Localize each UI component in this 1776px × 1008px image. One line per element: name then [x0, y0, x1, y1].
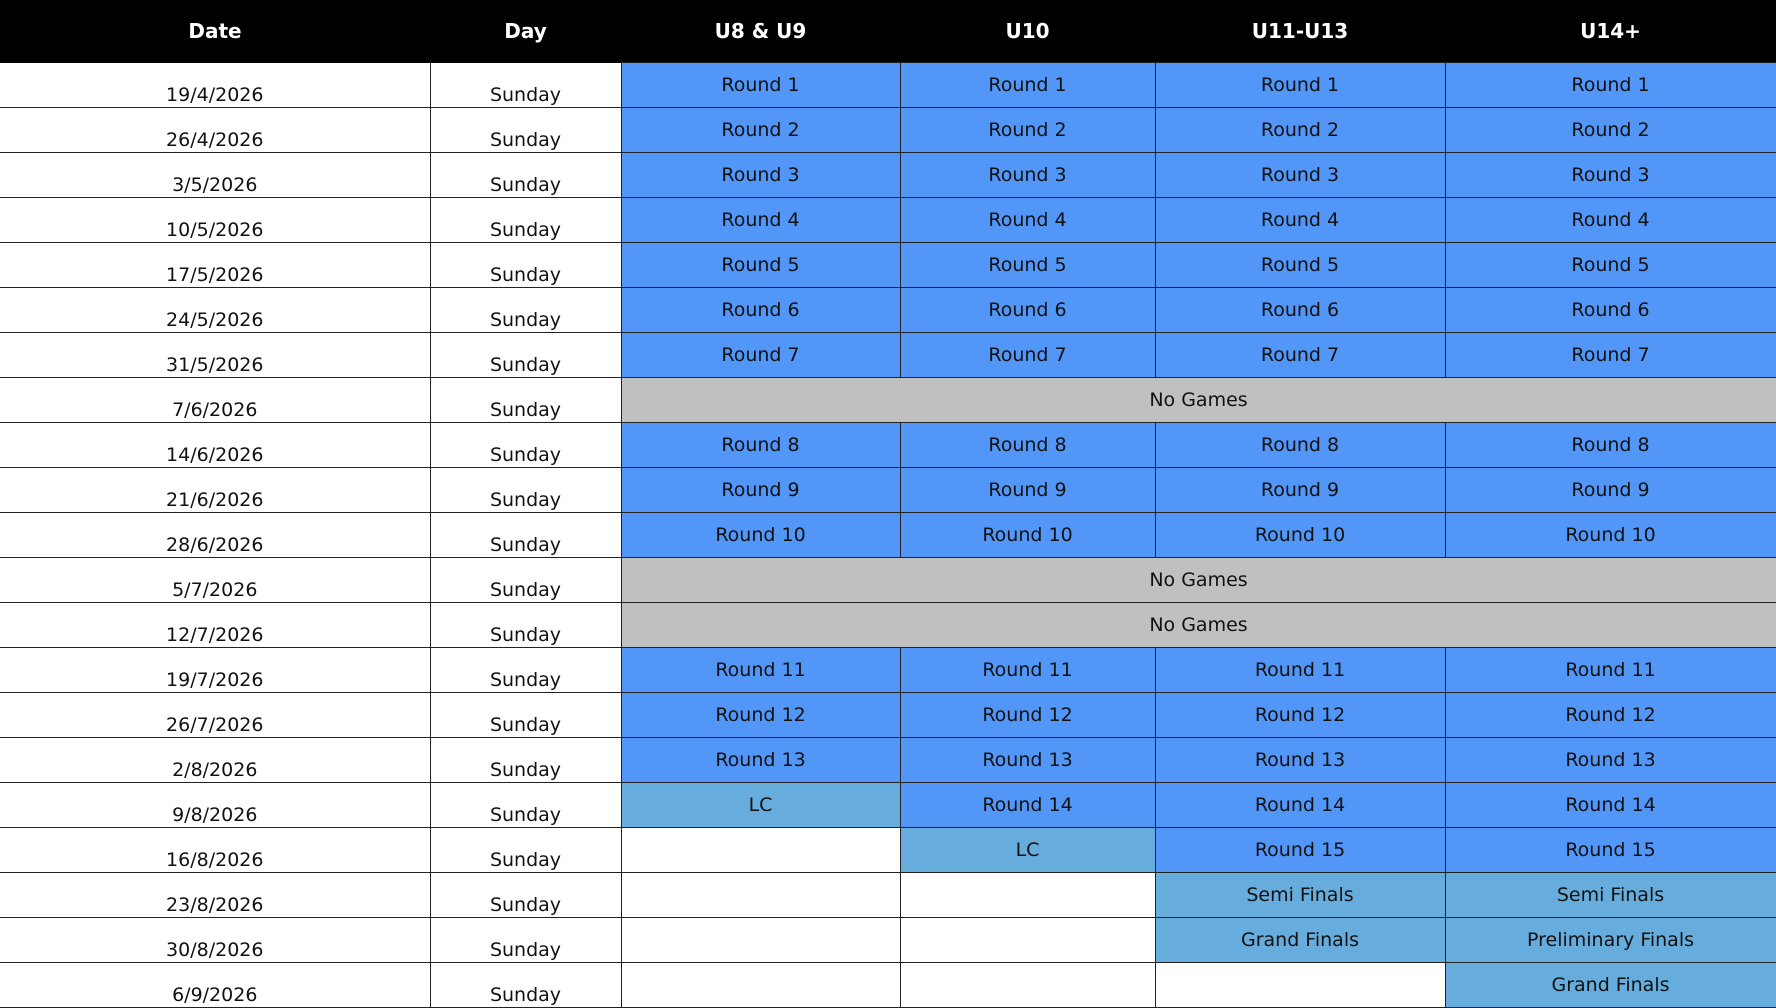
- empty-cell: [1155, 962, 1445, 1007]
- round-cell: Round 4: [1445, 197, 1776, 242]
- date-cell: 2/8/2026: [0, 737, 430, 782]
- round-cell: Round 13: [1155, 737, 1445, 782]
- empty-cell: [900, 962, 1155, 1007]
- day-cell: Sunday: [430, 827, 621, 872]
- date-cell: 12/7/2026: [0, 602, 430, 647]
- round-cell: Round 5: [1155, 242, 1445, 287]
- day-cell: Sunday: [430, 962, 621, 1007]
- table-row: [0, 917, 1776, 962]
- day-cell: Sunday: [430, 917, 621, 962]
- round-cell: Round 1: [621, 63, 900, 108]
- round-cell: Round 9: [1445, 467, 1776, 512]
- day-cell: Sunday: [430, 332, 621, 377]
- date-cell: 26/7/2026: [0, 692, 430, 737]
- date-cell: 21/6/2026: [0, 467, 430, 512]
- round-cell: Round 9: [1155, 467, 1445, 512]
- empty-cell: [900, 917, 1155, 962]
- column-header-date: Date: [0, 0, 430, 63]
- round-cell: Round 5: [900, 242, 1155, 287]
- day-cell: Sunday: [430, 107, 621, 152]
- date-cell: 24/5/2026: [0, 287, 430, 332]
- day-cell: Sunday: [430, 467, 621, 512]
- day-cell: Sunday: [430, 422, 621, 467]
- round-cell: Round 6: [1155, 287, 1445, 332]
- round-cell: Round 8: [1155, 422, 1445, 467]
- round-cell: Round 9: [621, 467, 900, 512]
- day-cell: Sunday: [430, 737, 621, 782]
- round-cell: Round 12: [621, 692, 900, 737]
- empty-cell: [621, 827, 900, 872]
- round-cell: Round 6: [900, 287, 1155, 332]
- round-cell: Round 11: [1155, 647, 1445, 692]
- date-cell: 19/4/2026: [0, 63, 430, 108]
- round-cell: Round 10: [621, 512, 900, 557]
- round-cell: Round 2: [900, 107, 1155, 152]
- column-header-u10: U10: [900, 0, 1155, 63]
- round-cell: Round 9: [900, 467, 1155, 512]
- round-cell: Round 2: [621, 107, 900, 152]
- table-row: [0, 512, 1776, 557]
- header-row: [0, 0, 1776, 63]
- empty-cell: [621, 962, 900, 1007]
- round-cell: Round 1: [1155, 63, 1445, 108]
- table-row: [0, 557, 1776, 602]
- day-cell: Sunday: [430, 872, 621, 917]
- table-row: [0, 63, 1776, 108]
- round-cell: Round 2: [1155, 107, 1445, 152]
- round-cell: Round 7: [1445, 332, 1776, 377]
- round-cell: Round 11: [621, 647, 900, 692]
- finals-cell: LC: [621, 782, 900, 827]
- round-cell: Round 3: [621, 152, 900, 197]
- round-cell: Round 14: [1445, 782, 1776, 827]
- round-cell: Round 8: [900, 422, 1155, 467]
- date-cell: 10/5/2026: [0, 197, 430, 242]
- table-row: [0, 152, 1776, 197]
- finals-cell: Grand Finals: [1445, 962, 1776, 1007]
- schedule-body: [0, 63, 1776, 1008]
- date-cell: 6/9/2026: [0, 962, 430, 1007]
- round-cell: Round 2: [1445, 107, 1776, 152]
- date-cell: 19/7/2026: [0, 647, 430, 692]
- table-row: [0, 782, 1776, 827]
- day-cell: Sunday: [430, 512, 621, 557]
- table-row: [0, 422, 1776, 467]
- table-row: [0, 242, 1776, 287]
- table-row: [0, 197, 1776, 242]
- round-cell: Round 10: [1445, 512, 1776, 557]
- date-cell: 17/5/2026: [0, 242, 430, 287]
- date-cell: 16/8/2026: [0, 827, 430, 872]
- round-cell: Round 4: [621, 197, 900, 242]
- round-cell: Round 5: [621, 242, 900, 287]
- round-cell: Round 3: [1155, 152, 1445, 197]
- column-header-u8-u9: U8 & U9: [621, 0, 900, 63]
- date-cell: 28/6/2026: [0, 512, 430, 557]
- round-cell: Round 4: [900, 197, 1155, 242]
- finals-cell: Semi Finals: [1445, 872, 1776, 917]
- table-row: [0, 107, 1776, 152]
- column-header-day: Day: [430, 0, 621, 63]
- table-row: [0, 332, 1776, 377]
- day-cell: Sunday: [430, 197, 621, 242]
- date-cell: 23/8/2026: [0, 872, 430, 917]
- day-cell: Sunday: [430, 63, 621, 108]
- empty-cell: [621, 917, 900, 962]
- date-cell: 14/6/2026: [0, 422, 430, 467]
- round-cell: Round 13: [900, 737, 1155, 782]
- day-cell: Sunday: [430, 692, 621, 737]
- date-cell: 31/5/2026: [0, 332, 430, 377]
- date-cell: 7/6/2026: [0, 377, 430, 422]
- round-cell: Round 13: [621, 737, 900, 782]
- round-cell: Round 3: [900, 152, 1155, 197]
- finals-cell: Semi Finals: [1155, 872, 1445, 917]
- day-cell: Sunday: [430, 602, 621, 647]
- round-cell: Round 1: [900, 63, 1155, 108]
- table-row: [0, 602, 1776, 647]
- round-cell: Round 3: [1445, 152, 1776, 197]
- table-row: [0, 692, 1776, 737]
- round-cell: Round 11: [900, 647, 1155, 692]
- round-cell: Round 8: [1445, 422, 1776, 467]
- round-cell: Round 12: [1155, 692, 1445, 737]
- round-cell: Round 12: [900, 692, 1155, 737]
- day-cell: Sunday: [430, 647, 621, 692]
- column-header-u11-u13: U11-U13: [1155, 0, 1445, 63]
- table-row: [0, 962, 1776, 1007]
- date-cell: 5/7/2026: [0, 557, 430, 602]
- day-cell: Sunday: [430, 557, 621, 602]
- date-cell: 30/8/2026: [0, 917, 430, 962]
- round-cell: Round 6: [1445, 287, 1776, 332]
- round-cell: Round 14: [900, 782, 1155, 827]
- round-cell: Round 1: [1445, 63, 1776, 108]
- day-cell: Sunday: [430, 242, 621, 287]
- day-cell: Sunday: [430, 377, 621, 422]
- finals-cell: Grand Finals: [1155, 917, 1445, 962]
- table-row: [0, 287, 1776, 332]
- day-cell: Sunday: [430, 782, 621, 827]
- table-row: [0, 737, 1776, 782]
- round-cell: Round 14: [1155, 782, 1445, 827]
- date-cell: 9/8/2026: [0, 782, 430, 827]
- round-cell: Round 10: [1155, 512, 1445, 557]
- table-row: [0, 467, 1776, 512]
- empty-cell: [621, 872, 900, 917]
- date-cell: 26/4/2026: [0, 107, 430, 152]
- round-cell: Round 12: [1445, 692, 1776, 737]
- table-row: [0, 647, 1776, 692]
- round-cell: Round 8: [621, 422, 900, 467]
- date-cell: 3/5/2026: [0, 152, 430, 197]
- day-cell: Sunday: [430, 152, 621, 197]
- day-cell: Sunday: [430, 287, 621, 332]
- no-games-cell: No Games: [621, 557, 1776, 602]
- round-cell: Round 7: [621, 332, 900, 377]
- no-games-cell: No Games: [621, 602, 1776, 647]
- table-row: [0, 872, 1776, 917]
- table-row: [0, 377, 1776, 422]
- round-cell: Round 13: [1445, 737, 1776, 782]
- finals-cell: Preliminary Finals: [1445, 917, 1776, 962]
- round-cell: Round 6: [621, 287, 900, 332]
- round-cell: Round 5: [1445, 242, 1776, 287]
- round-cell: Round 10: [900, 512, 1155, 557]
- round-cell: Round 11: [1445, 647, 1776, 692]
- empty-cell: [900, 872, 1155, 917]
- round-cell: Round 4: [1155, 197, 1445, 242]
- round-cell: Round 7: [900, 332, 1155, 377]
- finals-cell: LC: [900, 827, 1155, 872]
- round-cell: Round 15: [1445, 827, 1776, 872]
- round-cell: Round 15: [1155, 827, 1445, 872]
- no-games-cell: No Games: [621, 377, 1776, 422]
- round-cell: Round 7: [1155, 332, 1445, 377]
- table-row: [0, 827, 1776, 872]
- column-header-u14-plus: U14+: [1445, 0, 1776, 63]
